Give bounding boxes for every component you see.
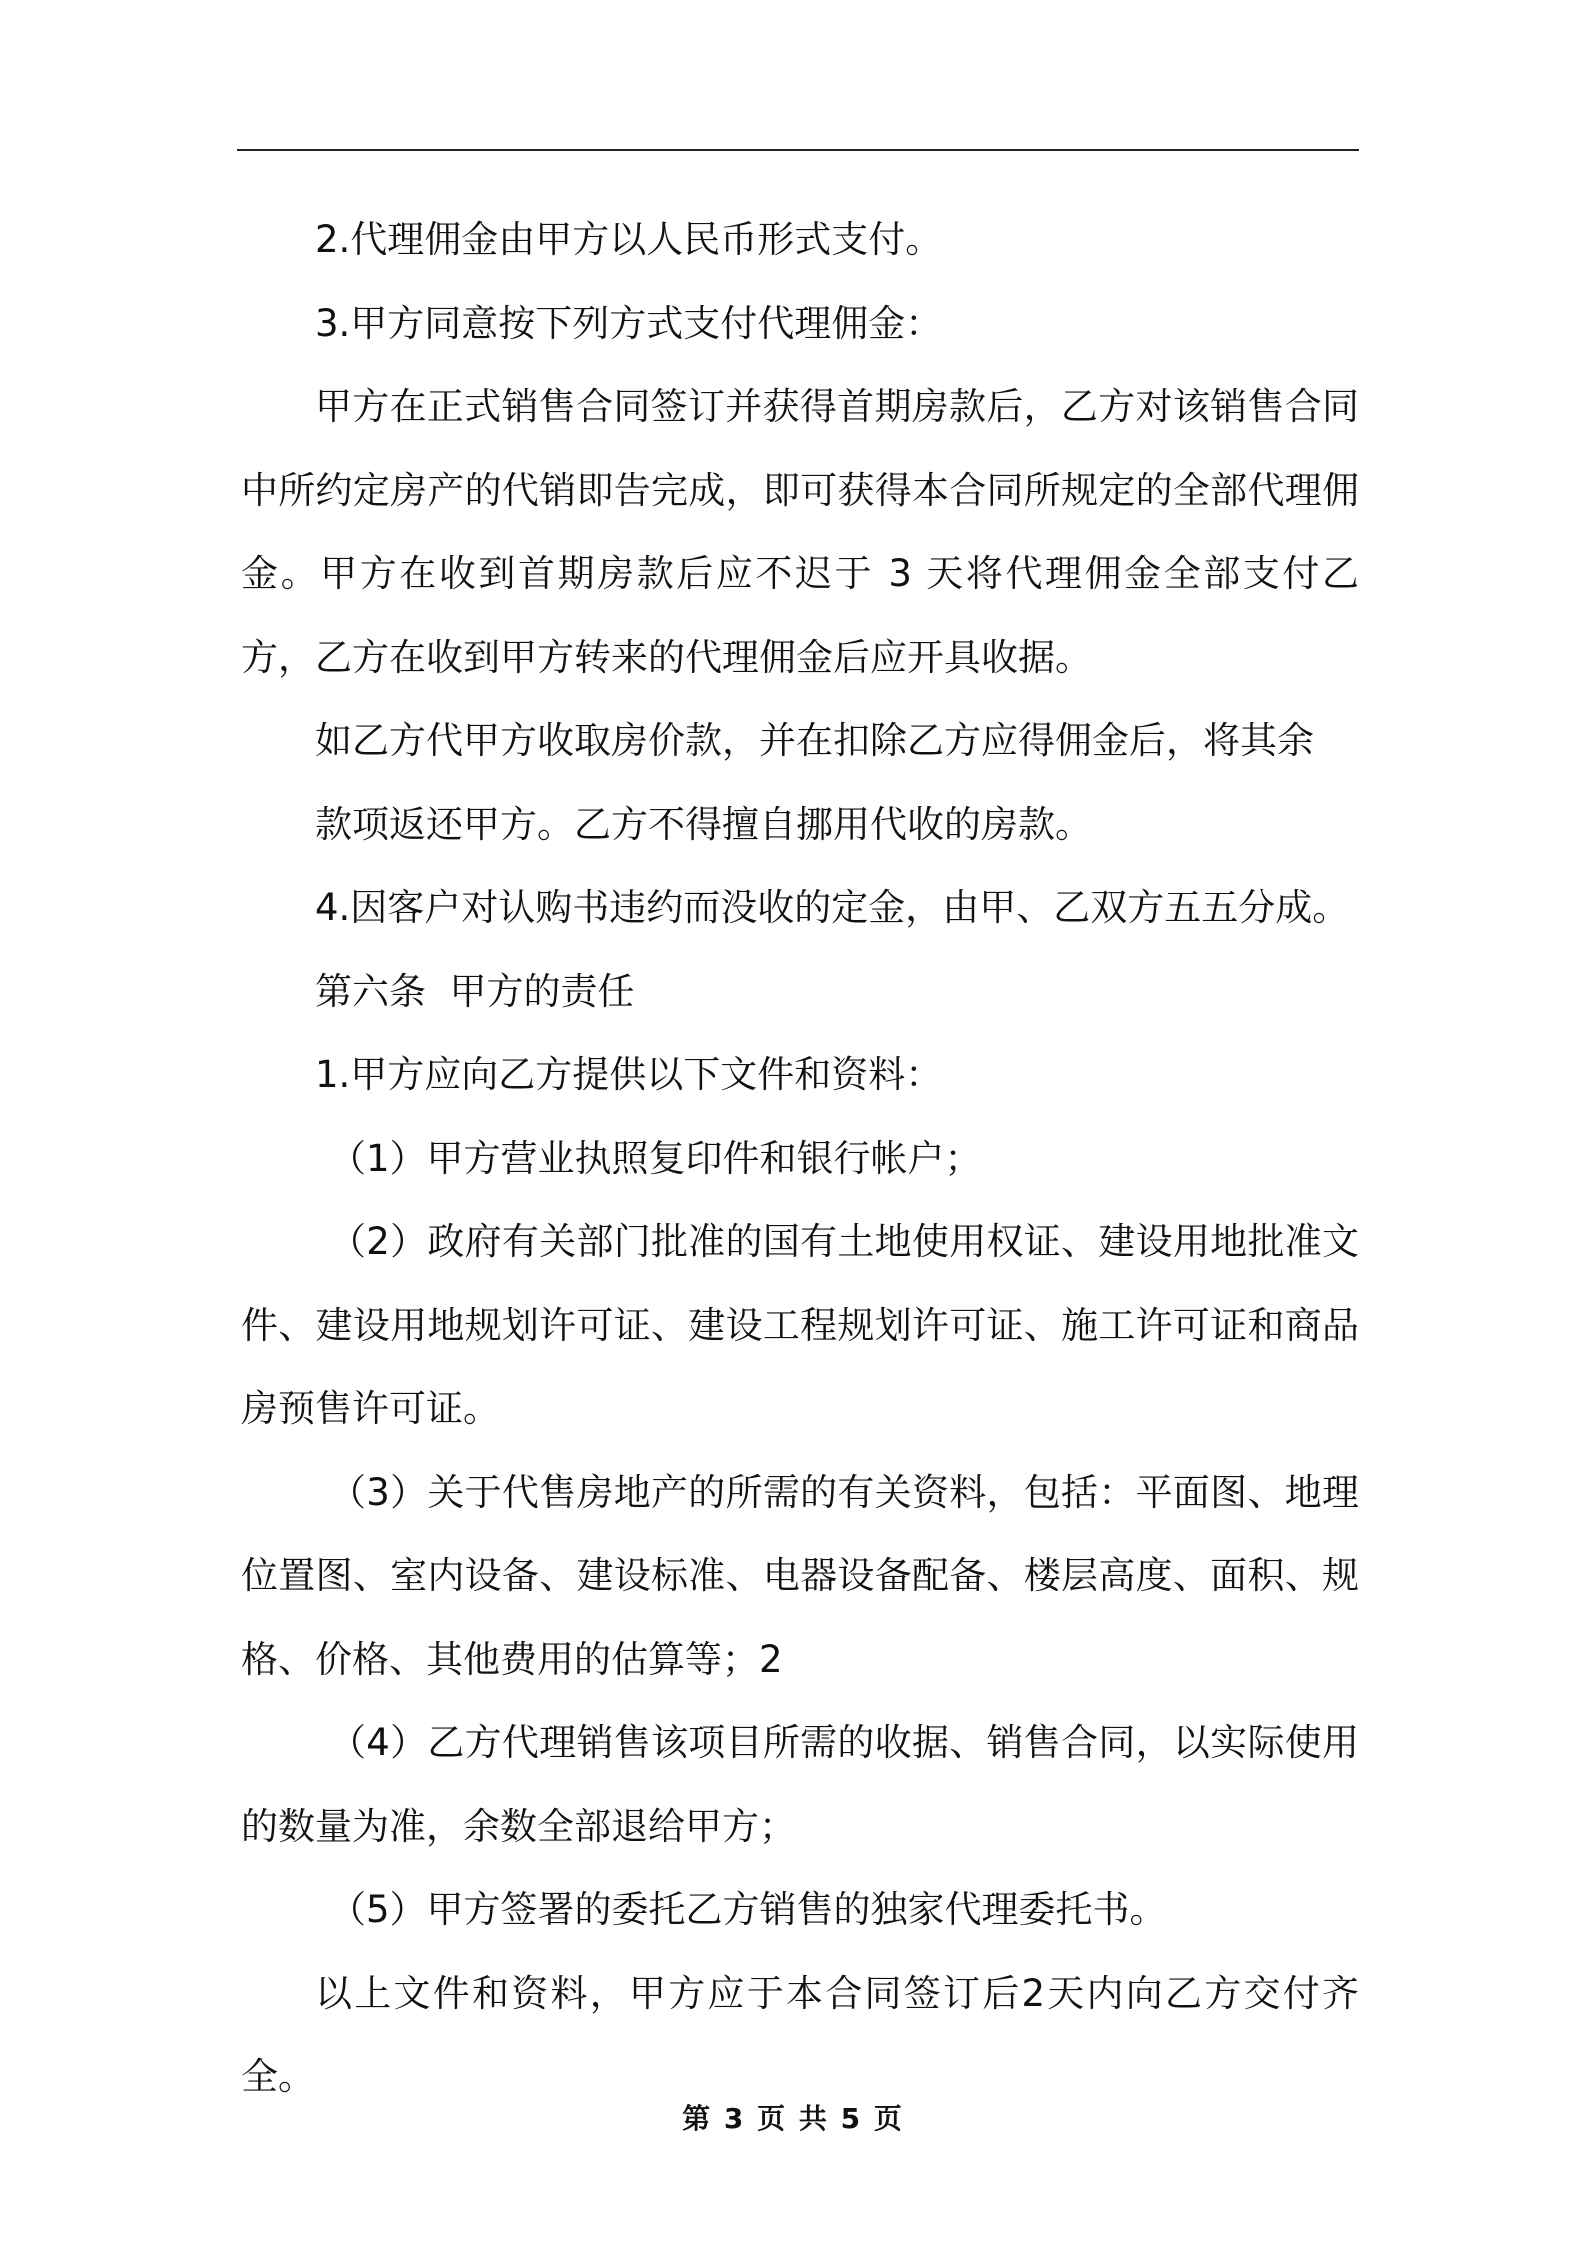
paragraph: 3.甲方同意按下列方式支付代理佣金： [315, 301, 943, 345]
section-heading: 第六条 甲方的责任 [315, 969, 635, 1013]
paragraph: 4.因客户对认购书违约而没收的定金，由甲、乙双方五五分成。 [315, 886, 1350, 929]
paragraph: 甲方在正式销售合同签订并获得首期房款后，乙方对该销售合同中所约定房产的代销即告完成，即可获得本合同所规定的全部代理佣金。甲方在收到首期房款后应不迟于 3 天将代理佣金全部支付乙方，乙方在收到甲方转来的代理佣金后应开具收据。 [241, 385, 1359, 679]
page-footer [0, 2097, 1586, 2137]
header-rule [237, 149, 1359, 151]
paragraph: 2.代理佣金由甲方以人民币形式支付。 [315, 218, 943, 261]
paragraph: 1.甲方应向乙方提供以下文件和资料： [315, 1053, 943, 1096]
paragraph: 以上文件和资料，甲方应于本合同签订后2天内向乙方交付齐全。 [241, 1971, 1359, 2098]
list-item: （1）甲方营业执照复印件和银行帐户； [329, 1136, 982, 1180]
list-item: （5）甲方签署的委托乙方销售的独家代理委托书。 [329, 1888, 1167, 1931]
document-body [241, 198, 1359, 2119]
list-item: （2）政府有关部门批准的国有土地使用权证、建设用地批准文件、建设用地规划许可证、建设工程规划许可证、施工许可证和商品房预售许可证。 [241, 1220, 1359, 1430]
page-number: 第 3 页 共 5 页 [682, 2102, 904, 2135]
paragraph: 款项返还甲方。乙方不得擅自挪用代收的房款。 [315, 802, 1092, 846]
paragraph: 如乙方代甲方收取房价款，并在扣除乙方应得佣金后，将其余 [315, 719, 1314, 762]
list-item: （3）关于代售房地产的所需的有关资料，包括：平面图、地理位置图、室内设备、建设标准、电器设备配备、楼层高度、面积、规格、价格、其他费用的估算等；2 [241, 1470, 1359, 1681]
list-item: （4）乙方代理销售该项目所需的收据、销售合同，以实际使用的数量为准，余数全部退给甲方； [241, 1721, 1359, 1848]
